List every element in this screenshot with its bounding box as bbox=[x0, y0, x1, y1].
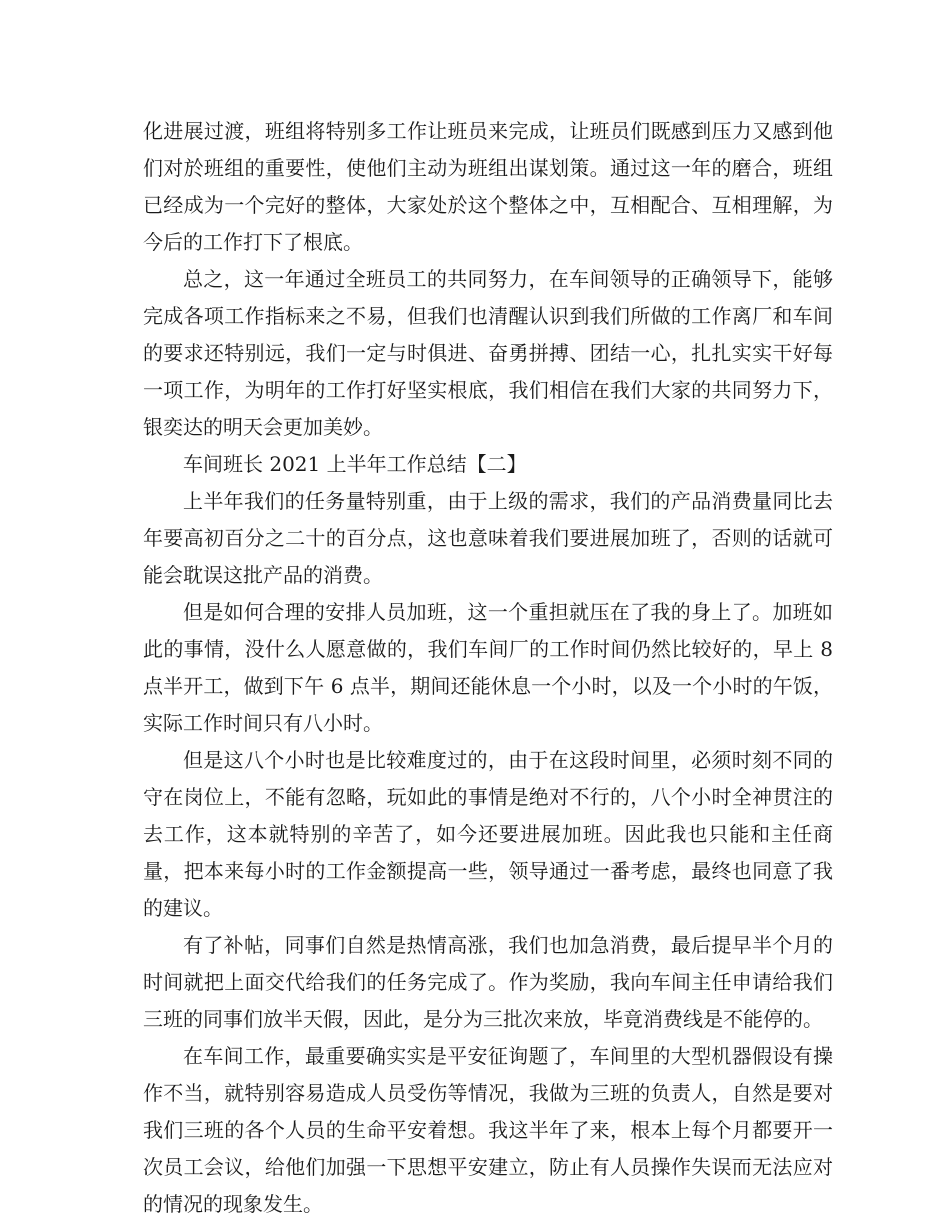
paragraph: 但是如何合理的安排人员加班，这一个重担就压在了我的身上了。加班如此的事情，没什么人愿意做的，我们车间厂的工作时间仍然比较好的，早上 8 点半开工，做到下午 6 点半，期间还能休息一个小时，以及一个小时的午饭，实际工作时间只有八小时。 bbox=[143, 600, 833, 735]
paragraph: 但是这八个小时也是比较难度过的，由于在这段时间里，必须时刻不同的守在岗位上，不能有忽略，玩如此的事情是绝对不行的，八个小时全神贯注的去工作，这本就特别的辛苦了，如今还要进展加班。因此我也只能和主任商量，把本来每小时的工作金额提高一些，领导通过一番考虑，最终也同意了我的建议。 bbox=[143, 748, 833, 920]
paragraph: 化进展过渡，班组将特别多工作让班员来完成，让班员们既感到压力又感到他们对於班组的重要性，使他们主动为班组出谋划策。通过这一年的磨合，班组已经成为一个完好的整体，大家处於这个整体之中，互相配合、互相理解，为今后的工作打下了根底。 bbox=[143, 119, 833, 254]
document-body bbox=[143, 113, 833, 1223]
paragraph: 在车间工作，最重要确实实是平安征询题了，车间里的大型机器假设有操作不当，就特别容易造成人员受伤等情况，我做为三班的负责人，自然是要对我们三班的各个人员的生命平安着想。我这半年了来，根本上每个月都要开一次员工会议，给他们加强一下思想平安建立，防止有人员操作失误而无法应对的情况的现象发生。 bbox=[143, 1044, 833, 1216]
section-heading: 车间班长 2021 上半年工作总结【二】 bbox=[183, 452, 527, 476]
paragraph: 总之，这一年通过全班员工的共同努力，在车间领导的正确领导下，能够完成各项工作指标来之不易，但我们也清醒认识到我们所做的工作离厂和车间的要求还特别远，我们一定与时俱进、奋勇拼搏、团结一心，扎扎实实干好每一项工作，为明年的工作打好坚实根底，我们相信在我们大家的共同努力下，银奕达的明天会更加美妙。 bbox=[143, 267, 833, 439]
paragraph: 有了补帖，同事们自然是热情高涨，我们也加急消费，最后提早半个月的时间就把上面交代给我们的任务完成了。作为奖励，我向车间主任申请给我们三班的同事们放半天假，因此，是分为三批次来放，毕竟消费线是不能停的。 bbox=[143, 933, 833, 1031]
paragraph: 上半年我们的任务量特别重，由于上级的需求，我们的产品消费量同比去年要高初百分之二十的百分点，这也意味着我们要进展加班了，否则的话就可能会耽误这批产品的消费。 bbox=[143, 489, 833, 587]
